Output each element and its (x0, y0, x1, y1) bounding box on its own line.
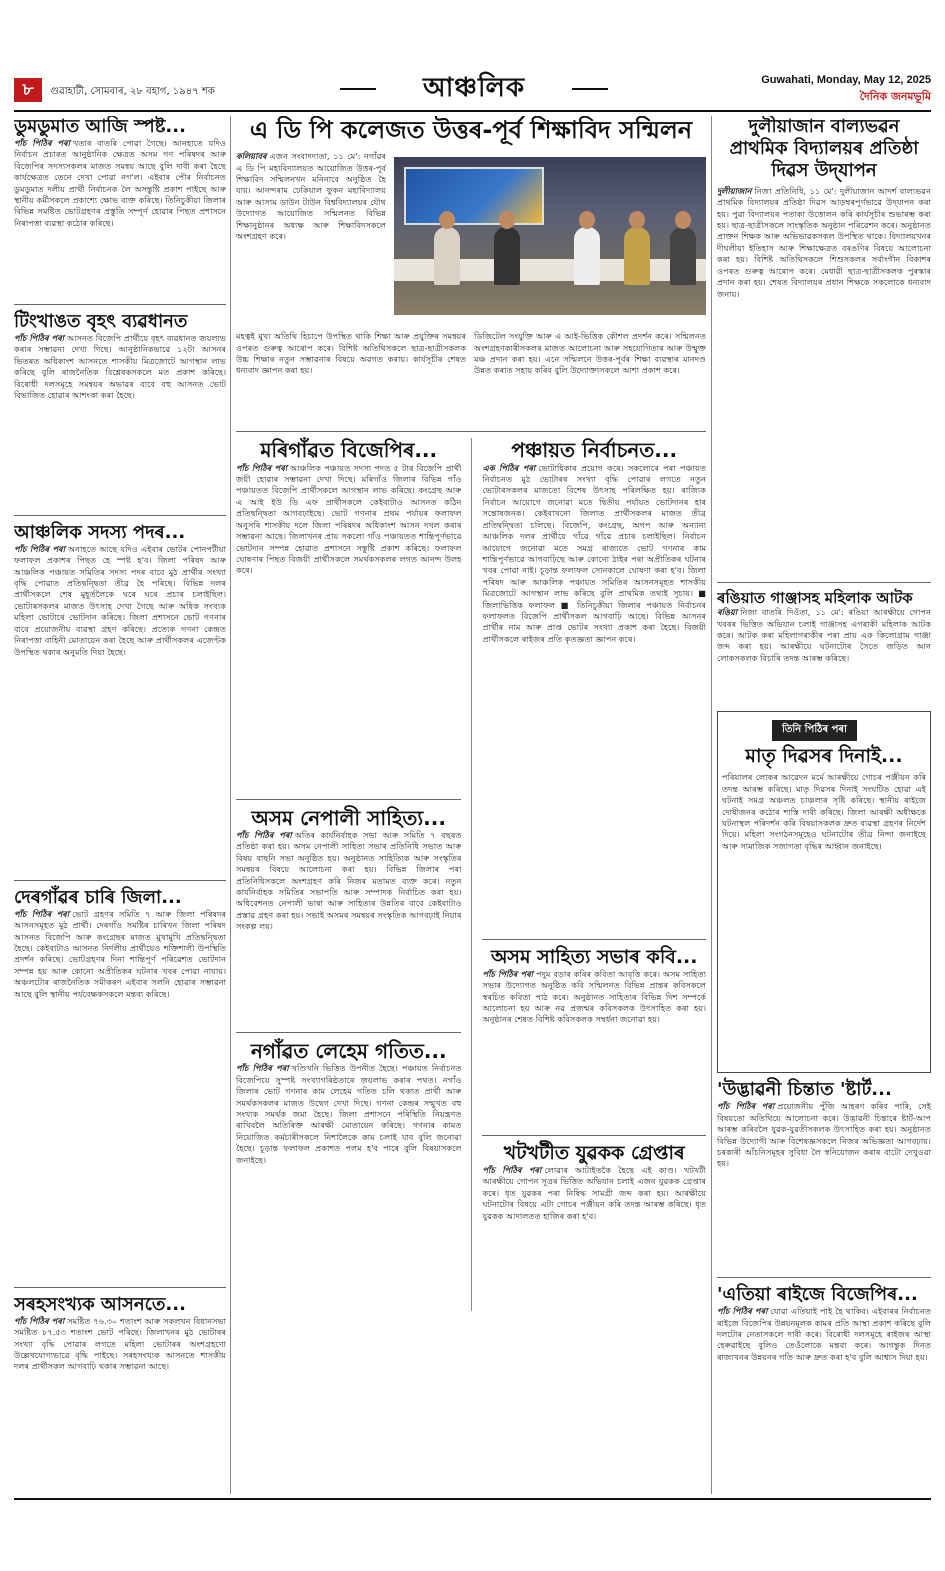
person-figure (434, 227, 460, 285)
kicker-label: তিনি পিঠিৰ পৰা (772, 720, 857, 741)
byline: দুলীয়াজান (717, 185, 752, 196)
story-nagaon (236, 1039, 461, 1303)
column-center (236, 116, 706, 1494)
article-body: পাঁচ পিঠিৰ পৰা অতিৰ কাৰ্যনিৰ্বাহক সভা আৰু সমিতি ৭ বছৰত প্ৰতিষ্ঠা কৰা হয়। অসম নেপালী সাহিত্য সভাৰ প্ৰতিনিধি সভাত আৰু বিষয় বাছনি সভা অনুষ্ঠিত হয়। অনুষ্ঠানত সাহিত্যিক আৰু সংস্কৃতিৰ সমন্বয়ৰ বিষয়ে আলোচনা কৰা হয়। বিভিন্ন জিলাৰ পৰা প্ৰতিনিধিসকলে অংশগ্ৰহণ কৰি নিজৰ মতামত ব্যক্ত কৰে। নতুন কাৰ্যনিৰ্বাহক সমিতিৰ সভাপতি আৰু সম্পাদক নিৰ্বাচিত কৰা হয়। অধিবেশনত নেপালী ভাষা আৰু সাহিত্যৰ উন্নতিৰ বাবে কেইবাটাও প্ৰস্তাৱ গ্ৰহণ কৰা হয়। সভাই অসমৰ সমন্বয়ৰ সংস্কৃতিক আগবঢ়াই নিয়াৰ সংকল্প লয়। (236, 830, 462, 932)
headline: পঞ্চায়ত নিৰ্বাচনত... (511, 438, 678, 463)
article-body: পাঁচ পিঠিৰ পৰা আসনত বিজেপি প্ৰাৰ্থীয়ে বৃহৎ ব্যৱধানত জয়লাভ কৰাৰ সম্ভাৱনা দেখা দিছে। আনুষ্ঠানিকভাৱে ১২টা আসনৰ ভিতৰত অধিকাংশ আসনতে শাসকীয় মিত্ৰজোটে আগস্থান লাভ কৰিছে বুলি ৰাজনৈতিক বিশ্লেষকসকলে মত প্ৰকাশ কৰিছে। বিৰোধী দলসমূহে সমন্বয়ৰ অভাৱৰ বাবে বহু আসনত ভোট বিভাজিত হোৱাৰ আশংকা কৰা হৈছে। (14, 332, 226, 400)
article-body: পাঁচ পিঠিৰ পৰা ভোট গ্ৰহণৰ সমিতি ৭ আৰু জিলা পৰিষদৰ আসনসমূহত মুঠ প্ৰাৰ্থী। দেৰগাঁও সমষ্টিৰ চাৰিখন জিলা পৰিষদ আসনত বিজেপি আৰু কংগ্ৰেছৰ মাজত মুখামুখি প্ৰতিদ্বন্দ্বিতা হৈছে। কেইবাটাও আসনত নিৰ্দলীয় প্ৰাৰ্থীয়েও শক্তিশালী উপস্থিতি প্ৰদৰ্শন কৰিছে। ভোটগ্ৰহণৰ দিনা শান্তিপূৰ্ণ পৰিৱেশত ভোটদান সম্পন্ন হয় আৰু কোনো অপ্ৰীতিকৰ ঘটনাৰ খবৰ পোৱা নাযায়। অঞ্চলটোৰ ৰাজনৈতিক সমীকৰণ এইবাৰ সলনি হোৱাৰ সম্ভাৱনা আছে বুলি স্থানীয় পৰ্যবেক্ষকসকলে মন্তব্য কৰিছে। (14, 908, 226, 999)
headline: আঞ্চলিক সদস্য পদৰ... (14, 521, 186, 543)
section-title: আঞ্চলিক (384, 72, 564, 104)
column-divider (471, 438, 472, 1311)
person-figure (494, 227, 520, 285)
article-body: পাঁচ পিঠিৰ পৰা খণ্ডিখনি ভিত্তিত উপনীত হৈছে। পঞ্চায়ত নিৰ্বাচনত বিজেপিয়ে সুস্পষ্ট সংখ্যাগৰিষ্ঠতাৰে জয়লাভ কৰাৰ পথত। নগাঁও জিলাৰ ভোট গণনাৰ কাম লেহেম গতিত চলি থকাত প্ৰাৰ্থী আৰু সমৰ্থকসকলৰ মাজত উদ্বেগ দেখা দিছে। গণনা কেন্দ্ৰৰ সন্মুখত বহু সংখ্যক সমৰ্থক জমা হৈছে। জিলা প্ৰশাসনে পৰিস্থিতি নিয়ন্ত্ৰণত ৰাখিবলৈ অতিৰিক্ত আৰক্ষী মোতায়েন কৰিছে। গণনাৰ কামত নিয়োজিত কৰ্মচাৰীসকলে নিশালৈকে কাম চলাই যাব বুলি জনোৱা হৈছে। চূড়ান্ত ফলাফল প্ৰকাশত পলম হ'ব পাৰে বুলি বিষয়াসকলে জনাইছে। (236, 1063, 462, 1165)
byline: পাঁচ পিঠিৰ পৰা (14, 1315, 65, 1326)
box-story-matri-diwas (717, 711, 931, 1073)
divider (717, 582, 931, 583)
lead-photo-wrap (394, 151, 706, 331)
story-raije-bjp (717, 1284, 931, 1494)
headline: দেৰগাঁৱৰ চাৰি জিলা... (14, 886, 182, 908)
story-khatkhati (482, 1142, 706, 1305)
divider (236, 431, 706, 432)
headline: 'উদ্ভাৱনী চিন্তাত 'ষ্টাৰ্ট... (717, 1079, 892, 1101)
divider (236, 799, 461, 800)
story-nepali-sahitya (236, 806, 461, 1026)
center-lower (236, 438, 706, 1311)
divider (482, 939, 706, 940)
divider (14, 880, 226, 881)
story-dumduma (14, 116, 226, 298)
dateline-left: গুৱাহাটী, সোমবাৰ, ২৮ বহাগ, ১৯৪৭ শক (50, 86, 215, 97)
article-body: পাঁচ পিঠিৰ পৰা পদুম বড়াৰ কৰিৰ কবিতা আবৃত্তি কৰে। অসম সাহিত্য সভাৰ উদ্যোগত অনুষ্ঠিত কবি সন্মিলনত বিভিন্ন প্ৰান্তৰ কবিসকলে স্বৰচিত কবিতা পাঠ কৰে। অনুষ্ঠানত সাহিত্যৰ বিভিন্ন দিশ সম্পৰ্কে আলোচনা হয় আৰু নৱ প্ৰজন্মৰ কবিসকলক উৎসাহিত কৰা হয়। অনুষ্ঠানৰ শেষত বিশিষ্ট কবিসকলক সম্বৰ্ধনা জনোৱা হয়। (482, 968, 706, 1025)
headline: ডুমডুমাত আজি স্পষ্ট... (14, 116, 186, 137)
article-body: এক পিঠিৰ পৰা ভোটাধিকাৰ প্ৰয়োগ কৰে। সকলোৰে পৰা পঞ্চায়ত নিৰ্বাচনত মুঠ ভোটাৰৰ সংখ্যা বৃদ্ধি পোৱাৰ লগতে নতুন ভোটাৰসকলৰ মাজতো বিশেষ উৎসাহ পৰিলক্ষিত হয়। ৰাজ্যিক নিৰ্বাচন আয়োগে জনোৱা মতে দ্বিতীয় পৰ্যায়ত ভোটদানৰ হাৰ সন্তোষজনক। কেইবাখনো জিলাত প্ৰাৰ্থীসকলৰ মাজত তীব্ৰ প্ৰতিদ্বন্দ্বিতা চলিছে। বিজেপি, কংগ্ৰেছ, অগপ আৰু অন্যান্য আঞ্চলিক দলৰ প্ৰাৰ্থীয়ে গাঁৱে গাঁৱে প্ৰচাৰ চলাইছিল। নিৰ্বাচন আয়োগে জনোৱা মতে সমগ্ৰ ৰাজ্যতে ভোট গণনাৰ কাম শান্তিপূৰ্ণভাৱে আগবাঢ়িছে আৰু কোনো ঠাইৰ পৰা অপ্ৰীতিকৰ ঘটনাৰ খবৰ পোৱা নাই। চূড়ান্ত ফলাফল সোনকালে ঘোষণা কৰা হ'ব। জিলা পৰিষদ আৰু আঞ্চলিক পঞ্চায়ত সমিতিৰ আসনসমূহত শাসকীয় মিত্ৰজোটে আগস্থান লাভ কৰিছে বুলি প্ৰাথমিক তথ্যই সূচায়। ■ জিলাভিত্তিক ফলাফল ■ তিনিচুকীয়া জিলাৰ পঞ্চায়ত নিৰ্বাচনৰ ফলাফলত বিজেপি প্ৰাৰ্থীসকল আগবাঢ়ি আছে। বিভিন্ন আসনৰ প্ৰাৰ্থীৰ নাম আৰু প্ৰাপ্ত ভোটৰ সংখ্যা প্ৰকাশ কৰা হৈছে। বিজয়ী প্ৰাৰ্থীসকলে ৰাইজৰ প্ৰতি কৃতজ্ঞতা জ্ঞাপন কৰে। (482, 462, 706, 644)
article-body: পাঁচ পিঠিৰ পৰা যোৱা এতিয়াই পাই হৈ থাকিব। এইবাৰৰ নিৰ্বাচনত ৰাইজে বিজেপিৰ উন্নয়নমূলক কামৰ প্ৰতি আস্থা প্ৰকাশ কৰিছে বুলি দলটোৰ নেতাসকলে দাবী কৰে। বিৰোধী দলসমূহে ৰাইজৰ আস্থা হেৰুৱাইছে বুলিও তেওঁলোকে মন্তব্য কৰে। আগন্তুক দিনত ৰাজ্যখনৰ উন্নয়নৰ গতি আৰু দ্ৰুত কৰা হ'ব বুলি আশ্বাস দিয়া হয়। (717, 1306, 931, 1362)
story-sahitya-sabha (482, 946, 706, 1129)
lead-body-left: কলিয়াবৰ এজন সংবাদদাতা, ১১ মে': নগাঁৱৰ এ ডি পি মহাবিদ্যালয়ত আয়োজিত উত্তৰ-পূৰ্ব শিক্ষাবিদ সন্মিলনখন মনিনাবে অনুষ্ঠিত হৈ যায়। আনন্দৰাম ঢেকিয়াল ফুকন মহাবিদ্যালয় আৰু আসাম ডাউন টাউন বিশ্ববিদ্যালয়ৰ যৌথ উদ্যোগত আয়োজিত সন্মিলনত বিভিন্ন শিক্ষানুষ্ঠানৰ অধ্যক্ষ আৰু শিক্ষাবিদসকলে অংশগ্ৰহণ কৰে। (236, 151, 386, 242)
person-figure (624, 227, 650, 285)
center-subcolumn-right (482, 438, 706, 1311)
byline: পাঁচ পিঠিৰ পৰা (236, 462, 288, 473)
story-start-up (717, 1079, 931, 1271)
byline: পাঁচ পিঠিৰ পৰা (236, 830, 292, 841)
article-body: পাঁচ পিঠিৰ পৰা অনাহতে আছে যদিও এইবাৰ ভোটৰ পোনপটীয়া ফলাফল প্ৰকাশৰ পিছত হে স্পষ্ট হ'ব। জিলা পৰিষদ আৰু আঞ্চলিক পঞ্চায়ত সমিতিৰ সদস্য পদৰ বাবে মুঠ প্ৰাৰ্থীৰ সংখ্যা বৃদ্ধি পোৱাত প্ৰতিদ্বন্দ্বিতা তীব্ৰ হৈ পৰিছে। বিভিন্ন দলৰ প্ৰাৰ্থীসকলে শেষ মুহূৰ্তলৈকে ঘৰে ঘৰে প্ৰচাৰ চলাইছিল। ভোটাৰসকলৰ মাজত উৎসাহ দেখা গৈছে আৰু অধিক সংখ্যক মহিলা ভোটাৰে ভোটদান কৰিছে। জিলা প্ৰশাসনে ভোট গণনাৰ বাবে প্ৰয়োজনীয় ব্যৱস্থা গ্ৰহণ কৰিছে। প্ৰত্যেক গণনা কেন্দ্ৰত নিৰাপত্তা বাহিনী মোতায়েন কৰা হৈছে আৰু প্ৰাৰ্থীসকলৰ এজেণ্টক উপস্থিত থকাৰ অনুমতি দিয়া হৈছে। (14, 543, 226, 657)
byline: পাঁচ পিঠিৰ পৰা (14, 137, 70, 148)
lead-top (236, 151, 706, 331)
column-left (14, 116, 226, 1494)
headline: দুলীয়াজান বাল্যভৱন প্ৰাথমিক বিদ্যালয়ৰ প্ৰতিষ্ঠা দিৱস উদ্‌যাপন (729, 116, 919, 181)
person-figure (574, 227, 600, 285)
headline: টিংখাঙত বৃহৎ ব্যৱধানত (14, 310, 188, 332)
byline: পাঁচ পিঠিৰ পৰা (14, 908, 70, 919)
article-body: পাঁচ পিঠিৰ পৰা সমষ্টিত ৭৬.৩০ শতাংশ আৰু সকলখন বিধানসভা সমষ্টিত ৮৭.৫৩ শতাংশ ভোট পৰিছে। জিলাখনৰ মুঠ ভোটাৰৰ সংখ্যা বৃদ্ধি পোৱাৰ লগতে মহিলা ভোটাৰৰ অংশগ্ৰহণো উল্লেখযোগ্যভাৱে বৃদ্ধি পাইছে। সৰহসংখ্যক আসনতে শাসকীয় দলৰ প্ৰাৰ্থীসকল আগবাঢ়ি থকাৰ সম্ভাৱনা আছে। (14, 1315, 226, 1372)
date-english: Guwahati, Monday, May 12, 2025 (761, 74, 931, 86)
column-divider (711, 116, 712, 1494)
article-body: দুলীয়াজান নিজা প্ৰতিনিধি, ১১ মে': দুলীয়াজান আদৰ্শ বাল্যভৱন প্ৰাথমিক বিদ্যালয়ৰ প্ৰতিষ্ঠা দিৱস আড়ম্বৰপূৰ্ণভাৱে উদ্‌যাপন কৰা হয়। পুৱা বিদ্যালয়ৰ পতাকা উত্তোলন কৰি কাৰ্যসূচীৰ শুভাৰম্ভ কৰা হয়। ছাত্ৰ-ছাত্ৰীসকলে সাংস্কৃতিক অনুষ্ঠান পৰিৱেশন কৰে। অনুষ্ঠানত প্ৰাক্তন শিক্ষক আৰু অভিভাৱকসকল উপস্থিত থাকে। বিদ্যালয়খনৰ দীঘলীয়া ইতিহাস আৰু শিক্ষাক্ষেত্ৰত বৰঙণিৰ বিষয়ে আলোচনা কৰা হয়। বিশিষ্ট অতিথিসকলে শিশুসকলৰ সৰ্বাংগীন বিকাশৰ ওপৰত গুৰুত্ব আৰোপ কৰে। মেধাৱী ছাত্ৰ-ছাত্ৰীসকলক পুৰস্কাৰ প্ৰদান কৰা হয়। শেষত বিদ্যালয়ৰ প্ৰধান শিক্ষকে সকলোকে ধন্যবাদ জনায়। (717, 185, 931, 299)
person-head (499, 211, 515, 229)
byline: পাঁচ পিঠিৰ পৰা (482, 1165, 542, 1175)
paper-name: দৈনিক জনমভূমি (859, 90, 931, 103)
headline: সৰহসংখ্যক আসনতে... (14, 1293, 186, 1315)
divider (236, 1032, 461, 1033)
story-duliajan (717, 116, 931, 576)
byline: পাঁচ পিঠিৰ পৰা (717, 1306, 768, 1317)
lead-body-bottom-right: ডিজিটেল সংযুক্তি আৰু এ আই-ভিত্তিক কৌশল প্ৰদৰ্শন কৰে। সন্মিলনত অংশগ্ৰহণকাৰীসকলৰ মাজত আলোচনা আৰু সহযোগিতাৰ আৰু উন্মুক্ত মঞ্চ প্ৰদান কৰা হয়। এনে সন্মিলনে উত্তৰ-পূৰ্বৰ শিক্ষা ব্যৱস্থাৰ মানদণ্ড উন্নত কৰাত সহায় কৰিব বুলি উদ্যোক্তাসকলে আশা প্ৰকাশ কৰে। (474, 331, 706, 376)
lead-headline: এ ডি পি কলেজত উত্তৰ-পূৰ্ব শিক্ষাবিদ সন্মিলন (249, 116, 693, 144)
masthead (14, 72, 931, 108)
byline: পাঁচ পিঠিৰ পৰা (482, 968, 534, 979)
divider (14, 515, 226, 516)
byline: পাঁচ পিঠিৰ পৰা (236, 1063, 289, 1074)
article-body: পাঁচ পিঠিৰ পৰা খতাৰ বাতৰি পোৱা গৈছে। আনহাতে যদিও নিৰ্বাচন প্ৰচাৰত আনুষ্ঠানিক ক্ষেত্ৰত অসম গণ পৰিষদৰ আৰু বিজেপিৰ সদস্যসকলৰ মাজত সমন্বয় আছে বুলি দাবী কৰা হৈছে কাৰ্যক্ষেত্ৰত তেনে দেখা পোৱা নগ'ল। এইবাৰ পৌৰ নিৰ্বাচনত ডুমডুমাত দলীয় প্ৰাৰ্থী নিৰ্বাচনক লৈ অসন্তুষ্টি প্ৰকাশ পাইছে আৰু স্থানীয় কৰ্মীসকলে প্ৰকাশ্যে ক্ষোভ ব্যক্ত কৰিছে। তিনিচুকীয়া জিলাৰ বিভিন্ন সমষ্টিত ভোটগ্ৰহণৰ প্ৰস্তুতি সম্পূৰ্ণ হোৱাৰ পিছত প্ৰশাসনে নিৰাপত্তা ব্যৱস্থা কঠোৰ কৰিছে। (14, 137, 226, 228)
byline: পাঁচ পিঠিৰ পৰা (14, 543, 66, 554)
header-rule (14, 110, 931, 112)
byline: পাঁচ পিঠিৰ পৰা (717, 1101, 775, 1112)
person-head (439, 211, 455, 229)
divider (14, 1287, 226, 1288)
article-body: পাঁচ পিঠিৰ পৰা প্ৰয়োজনীয় পুঁজি আহৰণ কৰিব পাৰি, সেই বিষয়তো অতিথিয়ে আলোচনা কৰে। উদ্ভাৱনী চিন্তাৰে ষ্টাৰ্ট-আপ আৰম্ভ কৰিবলৈ যুৱক-যুৱতীসকলক উৎসাহিত কৰা হয়। অনুষ্ঠানত বিভিন্ন উদ্যোগী আৰু বিশেষজ্ঞসকলে নিজৰ অভিজ্ঞতা আগবঢ়ায়। চৰকাৰী আঁচনিসমূহৰ সুবিধা লৈ স্বনিয়োজন কৰাৰ বাটো দেখুওৱা হয়। (717, 1101, 931, 1169)
lead-photo (394, 157, 706, 315)
dateline-right (761, 74, 931, 107)
person-head (579, 211, 595, 229)
article-body: পাঁচ পিঠিৰ পৰা লোৱাৰ আটাইতকৈ হৈছে এই কাণ্ড। খটখটী আৰক্ষীয়ে গোপন সূত্ৰৰ ভিত্তিত অভিযান চলাই এজন যুৱকক গ্ৰেপ্তাৰ কৰে। ধৃত যুৱকৰ পৰা নিষিদ্ধ সামগ্ৰী জব্দ কৰা হয়। আৰক্ষীয়ে ঘটনাটোৰ বিষয়ে এটা গোচৰ পঞ্জীয়ন কৰি তদন্ত আৰম্ভ কৰিছে। ধৃত যুৱকক আদালতত হাজিৰ কৰা হ'ব। (482, 1165, 706, 1221)
conference-banner-graphic (404, 167, 544, 225)
story-sarahsankhyak (14, 1294, 226, 1466)
headline: মাতৃ দিৱসৰ দিনাই... (745, 745, 903, 768)
page-number: ৮ (14, 78, 42, 102)
story-morigaon (236, 438, 461, 792)
headline: নগাঁৱত লেহেম গতিত... (250, 1039, 447, 1064)
column-right (717, 116, 931, 1494)
headline: 'এতিয়া ৰাইজে বিজেপিৰ... (717, 1284, 918, 1306)
byline: কলিয়াবৰ (236, 151, 267, 162)
headline: ৰঙিয়াত গাঞ্জাসহ মহিলাক আটক (717, 588, 913, 607)
person-head (675, 211, 691, 229)
story-dergaon (14, 887, 226, 1281)
lead-body-bottom: মহত্বই মুখ্য অতিথি হিচাপে উপস্থিত থাকি শিক্ষা আৰু প্ৰযুক্তিৰ সমন্বয়ৰ ওপৰত গুৰুত্ব আৰোপ কৰে। বিশিষ্ট অতিথিসকলে ছাত্ৰ-ছাত্ৰীসকলক উচ্চ শিক্ষাৰ নতুন সম্ভাৱনাৰ বিষয়ে অৱগত কৰায়। কাৰ্যসূচীৰ শেষত ধন্যবাদ জ্ঞাপন কৰা হয়। (236, 331, 466, 376)
byline: পাঁচ পিঠিৰ পৰা (14, 332, 65, 343)
story-anchalik-sadasya (14, 522, 226, 874)
divider (717, 1277, 931, 1278)
person-head (629, 211, 645, 229)
headline: মৰিগাঁৱত বিজেপিৰ... (260, 438, 438, 463)
center-subcolumn-left (236, 438, 461, 1311)
story-panchayat (482, 438, 706, 932)
headline: খটখটীত যুৱকক গ্ৰেপ্তাৰ (503, 1141, 685, 1164)
column-divider (230, 116, 231, 1494)
story-rangia (717, 589, 931, 705)
headline: অসম নেপালী সাহিত্য... (251, 805, 446, 830)
byline: এক পিঠিৰ পৰা (482, 462, 536, 473)
byline: ৰঙিয়া (717, 607, 738, 618)
story-tingkhang (14, 311, 226, 509)
lead-bottom (236, 331, 706, 427)
article-body: পৰিয়ালৰ লোকৰ আৱেদন মৰ্মে আৰক্ষীয়ে গোচৰ পঞ্জীয়ন কৰি তদন্ত আৰম্ভ কৰিছে। মাতৃ দিৱসৰ দিনাই সংঘটিত হোৱা এই ঘটনাই সমগ্ৰ অঞ্চলত চাঞ্চল্যৰ সৃষ্টি কৰিছে। স্থানীয় ৰাইজে দোষীজনৰ কঠোৰ শাস্তি দাবী কৰিছে। জিলা আৰক্ষী অধীক্ষকে ঘটনাস্থল পৰিদৰ্শন কৰি বিষয়াসকলক দ্ৰুত ব্যৱস্থা গ্ৰহণৰ নিৰ্দেশ দিয়ে। মহিলা সংগঠনসমূহেও ঘটনাটোৰ তীব্ৰ নিন্দা জনাইছে আৰু সামাজিক সজাগতা বৃদ্ধিৰ আহ্বান জনাইছে। (722, 772, 926, 851)
divider (482, 1135, 706, 1136)
divider (14, 304, 226, 305)
headline: অসম সাহিত্য সভাৰ কবি... (490, 945, 698, 968)
article-body: ৰঙিয়া নিজা বাতৰি দিওঁতা, ১১ মে': ৰঙিয়া আৰক্ষীয়ে গোপন খবৰৰ ভিত্তিত অভিযান চলাই গাঞ্জাসহ এগৰাকী মহিলাক আটক কৰে। আটক কৰা মহিলাগৰাকীৰ পৰা প্ৰায় এক কিলোগ্ৰাম গাঞ্জা জব্দ কৰা হয়। আৰক্ষীয়ে ঘটনাটোৰ সৈতে জড়িত আন লোকসকলক বিচাৰি তদন্ত আৰম্ভ কৰিছে। (717, 607, 931, 663)
person-figure (670, 227, 696, 285)
article-body: পাঁচ পিঠিৰ পৰা আঞ্চলিক পঞ্চায়ত সদস্য পদত ৫ টাৰ বিজেপি প্ৰাৰ্থী জয়ী হোৱাৰ সম্ভাৱনা দেখা দিছে। মৰিগাঁও জিলাৰ বিভিন্ন গাঁও পঞ্চায়তত বিজেপি প্ৰাৰ্থীসকলে আগস্থান লাভ কৰিছে। কংগ্ৰেছ আৰু এ আই ইউ ডি এফ প্ৰাৰ্থীসকলে কেইবাটাও আসনত কঠিন প্ৰতিদ্বন্দ্বিতা আগবঢ়াইছে। ভোট গণনাৰ প্ৰথম পৰ্যায়ৰ ফলাফল অনুসৰি শাসকীয় দলে জিলা পৰিষদৰ অধিকাংশ আসন দখল কৰাৰ সম্ভাৱনা আছে। জিলাখনৰ প্ৰায় সকলো গাঁও পঞ্চায়তত শান্তিপূৰ্ণভাৱে ভোটদান সম্পন্ন হোৱাত প্ৰশাসনে সন্তুষ্টি প্ৰকাশ কৰিছে। ফলাফল ঘোষণাৰ পিছত বিজয়ী প্ৰাৰ্থীসকলে সমৰ্থকসকলৰ লগত আনন্দ উলহ কৰে। (236, 462, 462, 576)
footer-rule (14, 1498, 931, 1500)
